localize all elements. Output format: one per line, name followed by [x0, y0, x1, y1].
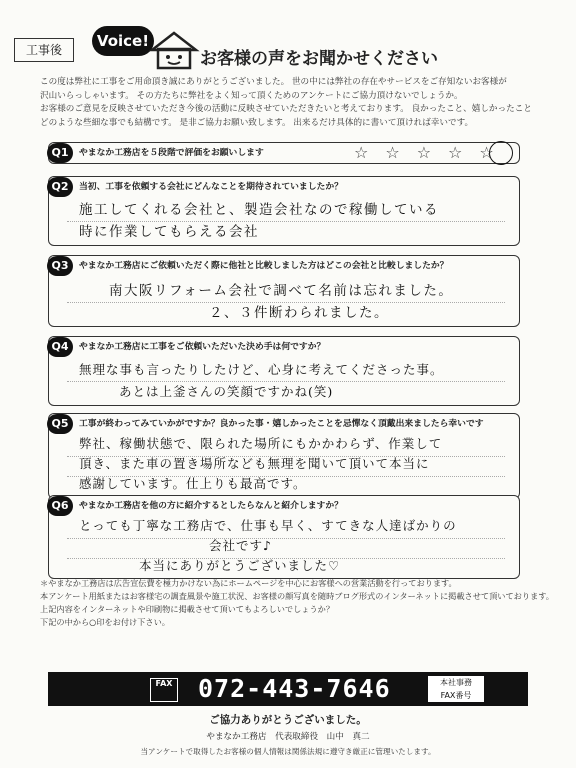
intro-line: どのような些細な事でも結構です。 是非ご協力お願い致します。 出来るだけ具体的に書いて頂ければ幸いです。	[40, 117, 474, 128]
notes-line: 上記内容をインターネットや印刷物に掲載させて頂いてもよろしいでしょうか？	[40, 604, 335, 614]
question-q2	[48, 176, 520, 246]
question-text: やまなか工務店にご依頼いただく際に他社と比較しました方はどこの会社と比較しましたか？	[79, 261, 449, 271]
answer-line: 弊社、稼働状態で、限られた場所にもかかわらず、作業して	[79, 436, 443, 451]
question-number: Q2	[47, 177, 73, 197]
question-number: Q4	[47, 337, 73, 357]
question-text: 当初、工事を依頼する会社にどんなことを期待されていましたか？	[79, 182, 343, 192]
thanks-message: ご協力ありがとうございました。	[209, 714, 367, 726]
notes-line: 本アンケート用紙またはお客様宅の調査風景や施工状況、お客様の顔写真を随時ブログ形式のインターネットに掲載させて頂いております。	[40, 591, 554, 601]
answer-line: とっても丁寧な工務店で、仕事も早く、すてきな人達ばかりの	[79, 518, 457, 533]
privacy-note: 当アンケートで取得したお客様の個人情報は関係法規に遵守き厳正に管理いたします。	[140, 747, 436, 756]
answer-line: 感謝しています。仕上りも最高です。	[79, 476, 307, 491]
handwritten-answer	[79, 199, 505, 243]
question-q1	[48, 142, 520, 164]
answer-line: 本当にありがとうございました♡	[139, 558, 341, 573]
question-text: 工事が終わってみていかがですか？良かった事・嬉しかったことを忌憚なく頂戴出来ましたら幸いです	[79, 419, 484, 429]
answer-line: 施工してくれる会社と、製造会社なので稼働している	[79, 202, 439, 218]
voice-badge: Voice!	[92, 26, 154, 56]
answer-line: 南大阪リフォーム会社で調べて名前は忘れました。	[109, 283, 454, 299]
question-q6	[48, 495, 520, 579]
answer-line: 無理な事も言ったりしたけど、心身に考えてくださった事。	[79, 362, 444, 377]
rating-stars[interactable]: ☆☆☆☆☆	[354, 143, 511, 162]
after-construction-label: 工事後	[14, 38, 74, 62]
page-title: お客様の声をお聞かせください	[200, 49, 438, 69]
question-number: Q5	[47, 414, 73, 434]
question-number: Q3	[47, 256, 73, 276]
fax-icon: FAX	[150, 678, 178, 702]
intro-text	[40, 76, 540, 130]
fax-note-line: 本社事務	[440, 678, 472, 687]
fax-note-line: FAX番号	[440, 691, 472, 700]
answer-line: 頂き、また車の置き場所なども無理を聞いて頂いて本当に	[79, 456, 430, 471]
answer-line: あとは上釜さんの笑顔ですかね(笑)	[119, 384, 334, 399]
handwritten-answer	[79, 359, 505, 403]
answer-line: 時に作業してもらえる会社	[79, 224, 259, 240]
question-q3	[48, 255, 520, 327]
handwritten-answer	[109, 280, 505, 324]
house-icon	[148, 30, 200, 70]
company-name: やまなか工務店 代表取締役 山中 真二	[206, 732, 370, 742]
notes-line: ＊やまなか工務店は広告宣伝費を極力かけない為にホームページを中心にお客様への営業活動を行っております。	[40, 578, 457, 588]
intro-line: この度は弊社に工事をご用命頂き誠にありがとうございました。 世の中には弊社の存在やサービスをご存知ないお客様が	[40, 77, 507, 87]
question-q4	[48, 336, 520, 406]
fax-banner	[48, 672, 528, 706]
answer-line: ２、３件断わられました。	[209, 305, 389, 321]
notes-line: 下記の中から○印をお付け下さい。	[40, 617, 170, 627]
fax-note	[428, 676, 484, 702]
question-text: やまなか工務店に工事をご依頼いただいた決め手は何ですか？	[79, 342, 326, 352]
question-number: Q1	[47, 143, 73, 163]
handwritten-answer	[79, 434, 505, 494]
handwritten-answer	[79, 516, 505, 576]
intro-line: お客様のご意見を反映させていただき今後の活動に反映させていただきたいと考えております。 良かったこと、嬉しかったこと	[40, 104, 532, 114]
question-text: やまなか工務店を他の方に紹介するとしたらなんと紹介しますか？	[79, 501, 343, 511]
question-q5	[48, 413, 520, 499]
question-number: Q6	[47, 496, 73, 516]
answer-line: 会社です♪	[209, 538, 272, 553]
question-text: やまなか工務店を５段階で評価をお願いします	[79, 148, 264, 158]
selected-rating-circle	[489, 141, 513, 165]
intro-line: 沢山いらっしゃいます。 その方たちに弊社をよく知って頂くためのアンケートにご協力頂けないでしょうか。	[40, 90, 463, 101]
fax-number: 072-443-7646	[198, 674, 391, 703]
